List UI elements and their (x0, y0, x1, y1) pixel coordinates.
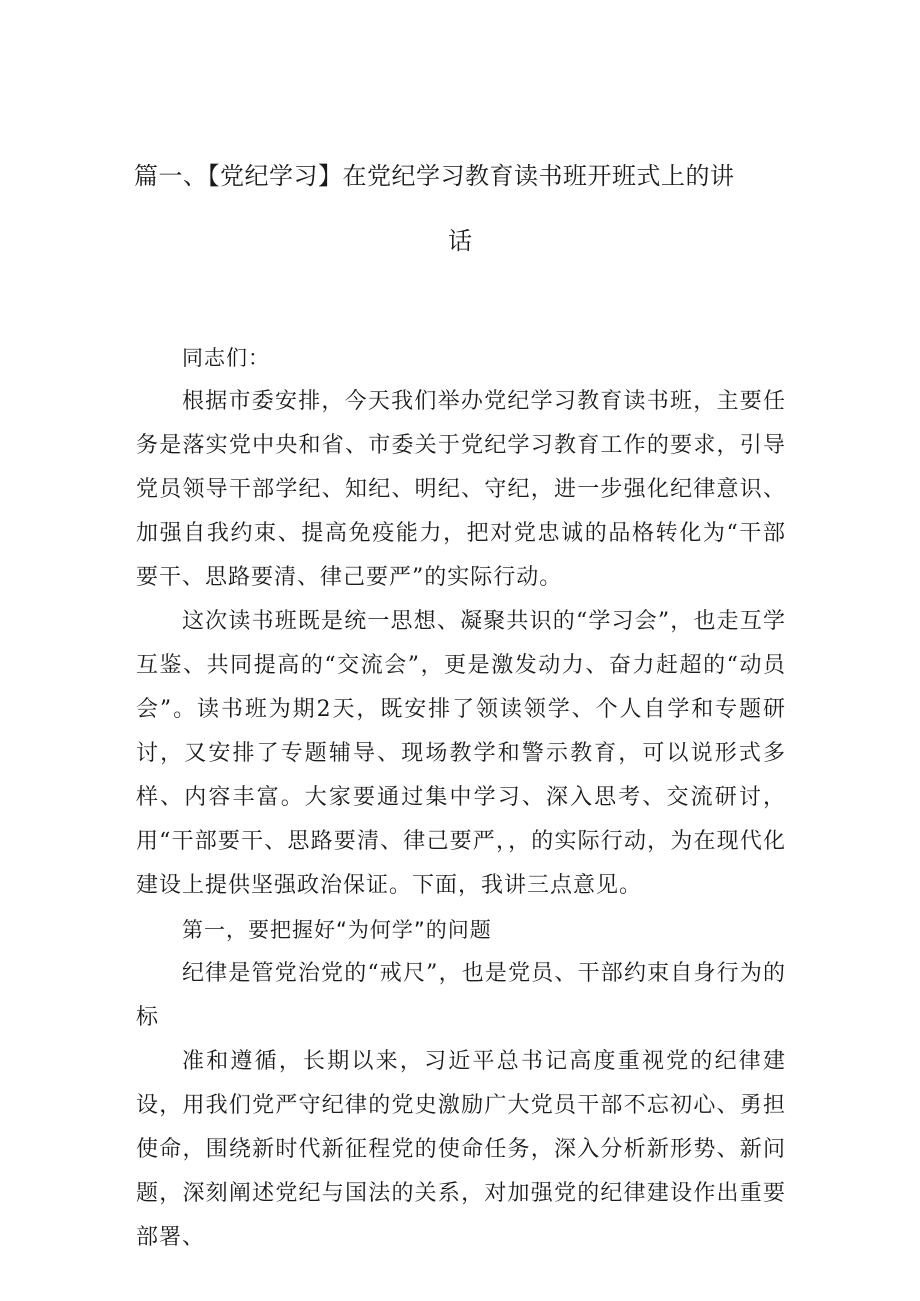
paragraph-intro: 根据市委安排，今天我们举办党纪学习教育读书班，主要任务是落实党中央和省、市委关于党纪学习教育工作的要求，引导党员领导干部学纪、知纪、明纪、守纪，进一步强化纪律意识、加强自我约束、提高免疫能力，把对党忠诚的品格转化为“干部要干、思路要清、律己要严”的实际行动。 (136, 389, 786, 590)
paragraph-discipline: 纪律是管党治党的“戒尺”，也是党员、干部约束自身行为的标 (136, 961, 786, 1030)
document-title-line-1: 篇一、【党纪学习】在党纪学习教育读书班开班式上的讲 (134, 162, 735, 190)
section-heading-1: 第一，要把握好“为何学”的问题 (182, 918, 492, 942)
document-title-line-2: 话 (448, 227, 472, 255)
paragraph-standard: 准和遵循，长期以来，习近平总书记高度重视党的纪律建设，用我们党严守纪律的党史激励广大党员干部不忘初心、勇担使命，围绕新时代新征程党的使命任务，深入分析新形势、新问题，深刻阐述党纪与国法的关系，对加强党的纪律建设作出重要部署、 (136, 1049, 786, 1250)
greeting: 同志们： (182, 346, 270, 370)
paragraph-reading-class: 这次读书班既是统一思想、凝聚共识的“学习会”，也走互学互鉴、共同提高的“交流会”，更是激发动力、奋力赶超的“动员会”。读书班为期2天，既安排了领读领学、个人自学和专题研讨，又安排了专题辅导、现场教学和警示教育，可以说形式多样、内容丰富。大家要通过集中学习、深入思考、交流研讨，用“干部要干、思路要清、律己要严，，的实际行动，为在现代化建设上提供坚强政治保证。下面，我讲三点意见。 (136, 609, 786, 898)
document-body (136, 336, 786, 1260)
